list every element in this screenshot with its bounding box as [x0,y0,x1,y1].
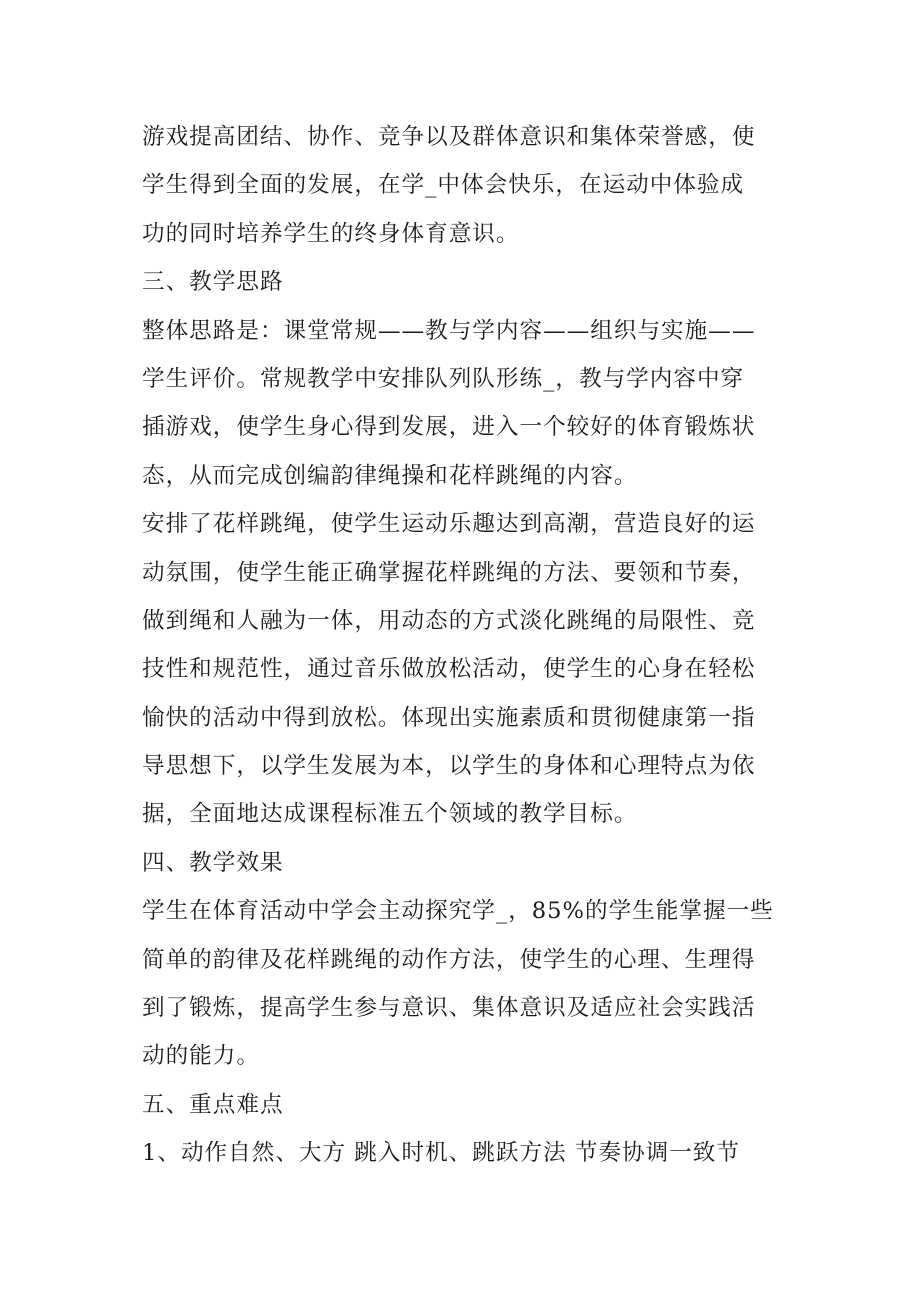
text-line: 功的同时培养学生的终身体育意识。 [142,220,520,247]
text-line: 整体思路是：课堂常规——教与学内容——组织与实施—— [142,317,756,344]
text-line: 学生在体育活动中学会主动探究学_，85%的学生能掌握一些 [142,898,774,925]
text-line: 1、动作自然、大方 跳入时机、跳跃方法 节奏协调一致节 [142,1140,740,1167]
text-line: 游戏提高团结、协作、竞争以及群体意识和集体荣誉感，使 [142,124,756,150]
text-line: 导思想下，以学生发展为本，以学生的身体和心理特点为依 [142,753,756,780]
text-line: 到了锻炼，提高学生参与意识、集体意识及适应社会实践活 [142,995,756,1022]
document-body [142,113,787,1178]
text-line: 态，从而完成创编韵律绳操和花样跳绳的内容。 [142,462,638,489]
text-line: 愉快的活动中得到放松。体现出实施素质和贯彻健康第一指 [142,704,756,731]
text-line: 据，全面地达成课程标准五个领域的教学目标。 [142,801,638,828]
text-line: 插游戏，使学生身心得到发展，进入一个较好的体育锻炼状 [142,414,756,441]
section-heading: 五、重点难点 [142,1091,284,1118]
section-heading: 四、教学效果 [142,849,284,876]
section-heading: 三、教学思路 [142,269,284,296]
text-line: 学生得到全面的发展，在学_中体会快乐，在运动中体验成 [142,172,745,199]
text-line: 安排了花样跳绳，使学生运动乐趣达到高潮，营造良好的运 [142,511,756,538]
text-line: 动氛围，使学生能正确掌握花样跳绳的方法、要领和节奏， [142,559,756,586]
text-line: 简单的韵律及花样跳绳的动作方法，使学生的心理、生理得 [142,946,756,973]
text-line: 动的能力。 [142,1043,260,1070]
text-line: 做到绳和人融为一体，用动态的方式淡化跳绳的局限性、竞 [142,607,756,634]
text-line: 学生评价。常规教学中安排队列队形练_，教与学内容中穿 [142,365,745,392]
text-line: 技性和规范性，通过音乐做放松活动，使学生的心身在轻松 [142,656,756,683]
